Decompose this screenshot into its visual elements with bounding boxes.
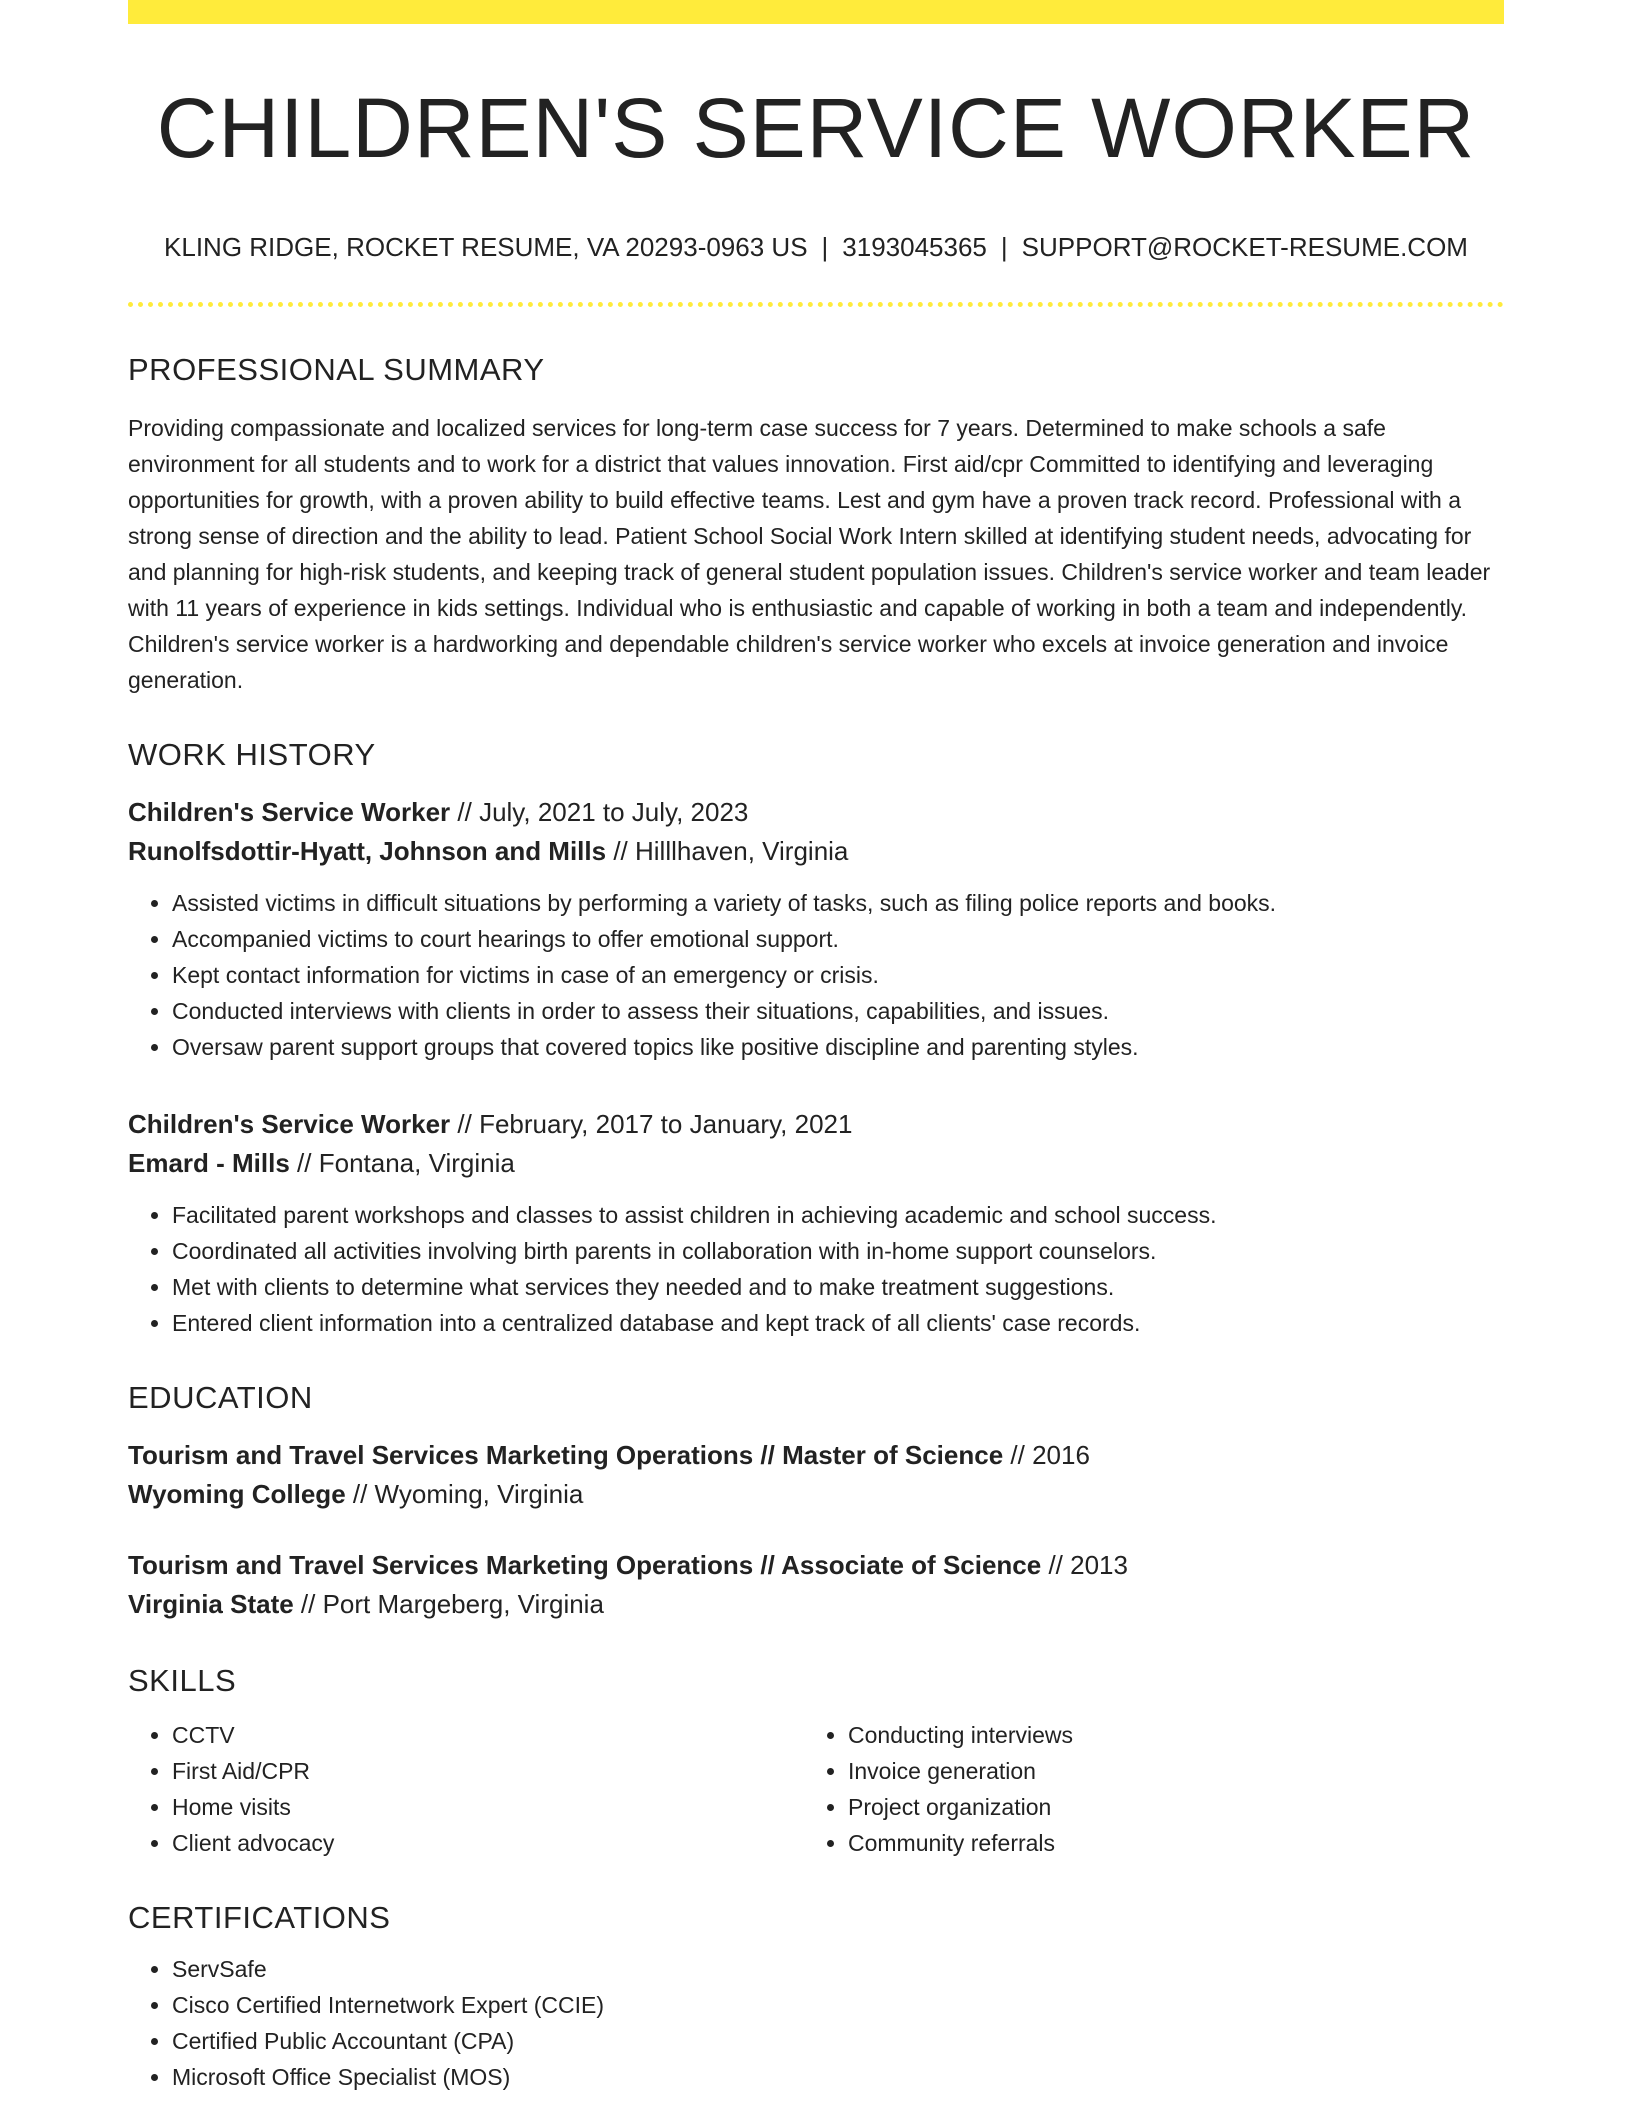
skills-heading: SKILLS — [128, 1663, 237, 1699]
job-bullet: • Met with clients to determine what services they needed and to make treatment suggestions. — [172, 1269, 1504, 1305]
contact-separator: | — [821, 232, 829, 263]
education-school-line — [128, 1475, 1504, 1514]
contact-email: SUPPORT@ROCKET-RESUME.COM — [1021, 232, 1468, 263]
job-company-line — [128, 832, 1504, 871]
certifications-heading: CERTIFICATIONS — [128, 1900, 391, 1936]
skills-list-left — [128, 1717, 804, 1861]
education-degree: Tourism and Travel Services Marketing Operations // Associate of Science — [128, 1550, 1042, 1581]
certification-item: • Certified Public Accountant (CPA) — [172, 2023, 1504, 2059]
job-dates: // February, 2017 to January, 2021 — [450, 1108, 853, 1139]
job-bullet: • Accompanied victims to court hearings to offer emotional support. — [172, 921, 1504, 957]
education-heading: EDUCATION — [128, 1379, 313, 1415]
skill-item: • Conducting interviews — [848, 1717, 1480, 1753]
job-entry — [128, 793, 1504, 1065]
skill-item: • Community referrals — [848, 1825, 1480, 1861]
certification-item: • Cisco Certified Internetwork Expert (CCIE) — [172, 1987, 1504, 2023]
certifications-list — [128, 1951, 1504, 2095]
job-bullets — [128, 885, 1504, 1065]
job-entry — [128, 1105, 1504, 1341]
job-location: // Hilllhaven, Virginia — [606, 835, 849, 866]
job-bullet: • Conducted interviews with clients in order to assess their situations, capabilities, and issues. — [172, 993, 1504, 1029]
job-title-line — [128, 1105, 1504, 1144]
job-company: Emard - Mills — [128, 1147, 290, 1178]
job-dates: // July, 2021 to July, 2023 — [450, 796, 749, 827]
top-accent-bar — [128, 0, 1504, 24]
education-year: // 2016 — [1003, 1440, 1090, 1471]
skill-item: • First Aid/CPR — [172, 1753, 804, 1789]
summary-text: Providing compassionate and localized services for long-term case success for 7 years. Determined to make schools a safe environment for all students and to work for a district that values innovation. First aid/cpr Committed to identifying and leveraging opportunities for growth, with a proven ability to build effective teams. Lest and gym have a proven track record. Professional with a strong sense of direction and the ability to lead. Patient School Social Work Intern skilled at identifying student needs, advocating for and planning for high-risk students, and keeping track of general student population issues. Children's service worker and team leader with 11 years of experience in kids settings. Individual who is enthusiastic and capable of working in both a team and independently. Children's service worker is a hardworking and dependable children's service worker who excels at invoice generation and invoice generation. — [128, 414, 1491, 693]
education-location: // Wyoming, Virginia — [345, 1479, 584, 1510]
job-bullet: • Coordinated all activities involving birth parents in collaboration with in-home support counselors. — [172, 1233, 1504, 1269]
skills-grid — [128, 1717, 1504, 1861]
contact-line — [128, 232, 1504, 263]
contact-phone: 3193045365 — [842, 232, 987, 263]
job-role: Children's Service Worker — [128, 1108, 451, 1139]
job-company-line — [128, 1144, 1504, 1183]
education-degree-line — [128, 1546, 1504, 1585]
job-bullet: • Assisted victims in difficult situations by performing a variety of tasks, such as filing police reports and books. — [172, 885, 1504, 921]
certification-item: • Microsoft Office Specialist (MOS) — [172, 2059, 1504, 2095]
skill-item: • Invoice generation — [848, 1753, 1480, 1789]
job-role: Children's Service Worker — [128, 796, 451, 827]
education-school: Virginia State — [128, 1589, 294, 1620]
contact-separator: | — [1000, 232, 1008, 263]
education-degree: Tourism and Travel Services Marketing Operations // Master of Science — [128, 1440, 1004, 1471]
job-bullet: • Oversaw parent support groups that covered topics like positive discipline and parenting styles. — [172, 1029, 1504, 1065]
resume-name: CHILDREN'S SERVICE WORKER — [156, 81, 1476, 175]
header-divider — [128, 302, 1504, 307]
certification-item: • ServSafe — [172, 1951, 1504, 1987]
skills-list-right — [804, 1717, 1480, 1861]
job-location: // Fontana, Virginia — [289, 1147, 515, 1178]
skill-item: • CCTV — [172, 1717, 804, 1753]
skill-item: • Project organization — [848, 1789, 1480, 1825]
education-degree-line — [128, 1436, 1504, 1475]
skill-item: • Client advocacy — [172, 1825, 804, 1861]
job-bullets — [128, 1197, 1504, 1341]
education-location: // Port Margeberg, Virginia — [293, 1589, 604, 1620]
skill-item: • Home visits — [172, 1789, 804, 1825]
job-bullet: • Entered client information into a centralized database and kept track of all clients' case records. — [172, 1305, 1504, 1341]
summary-heading: PROFESSIONAL SUMMARY — [128, 351, 545, 387]
contact-address: KLING RIDGE, ROCKET RESUME, VA 20293-0963 US — [164, 232, 808, 263]
education-school-line — [128, 1585, 1504, 1624]
job-bullet: • Kept contact information for victims in case of an emergency or crisis. — [172, 957, 1504, 993]
education-school: Wyoming College — [128, 1479, 346, 1510]
education-entry — [128, 1546, 1504, 1624]
job-company: Runolfsdottir-Hyatt, Johnson and Mills — [128, 835, 607, 866]
education-year: // 2013 — [1041, 1550, 1128, 1581]
education-entry — [128, 1436, 1504, 1514]
work-history-heading: WORK HISTORY — [128, 736, 376, 772]
job-bullet: • Facilitated parent workshops and classes to assist children in achieving academic and school success. — [172, 1197, 1504, 1233]
job-title-line — [128, 793, 1504, 832]
